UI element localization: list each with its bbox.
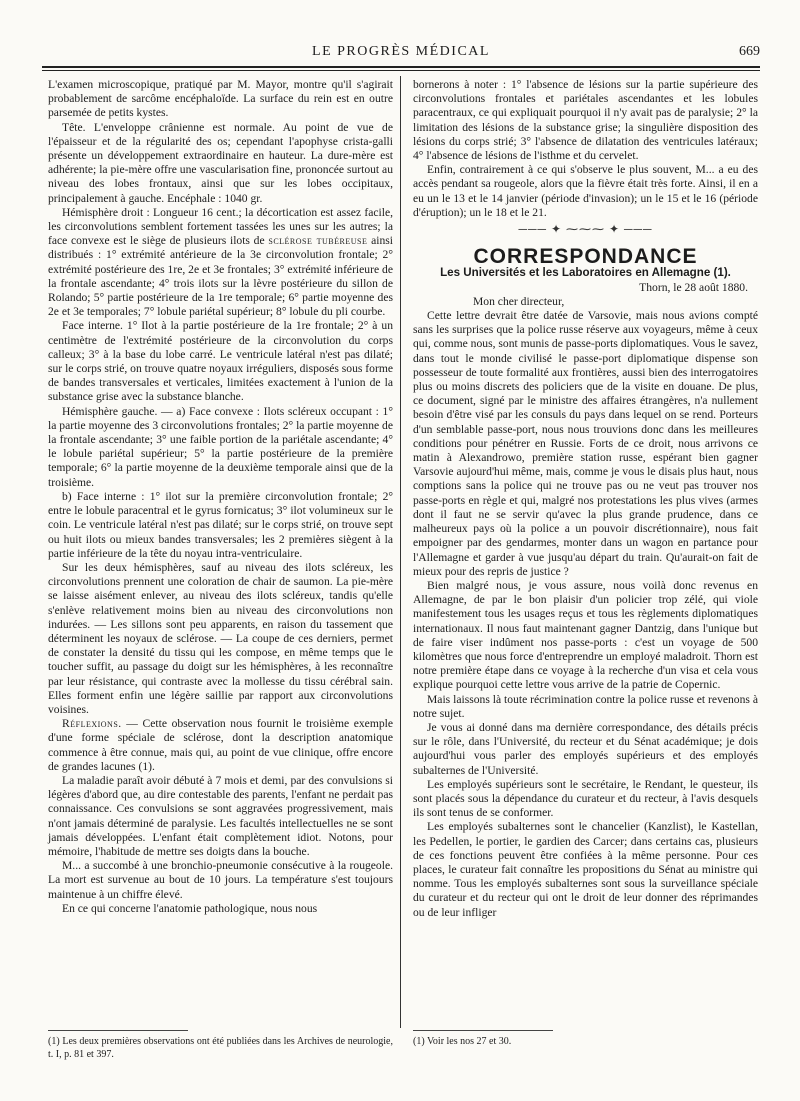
paragraph: bornerons à noter : 1° l'absence de lésions sur la partie supérieure des circonvolutions frontales et pariétales ascendantes et les lobules paracentraux, ce qui expliquait pourquoi il n'y avait pas de paralysie; 2° la limitation des lésions de la substance grise; la singulière disposition des lésions du corps strié; 3° l'absence de dilatation des ventricules latéraux; 4° l'absence de lésions de l'isthme et du cervelet. <box>413 78 758 163</box>
footnote: (1) Les deux premières observations ont été publiées dans les Archives de neurologie, t. I, p. 81 et 397. <box>48 1036 393 1060</box>
paragraph: b) Face interne : 1° ilot sur la première circonvolution frontale; 2° entre le lobule paracentral et le gyrus fornicatus; 3° ilot volumineux sur le coin. Le ventricule latéral n'est pas dilaté; sur le corps strié, on trouve sept ou huit ilots ou mieux bandes transversales; les 2 premières siègent à la partie inférieure de la tête du noyau intra-ventriculaire. <box>48 489 393 560</box>
paragraph: Enfin, contrairement à ce qui s'observe le plus souvent, M... a eu des accès pendant sa rougeole, alors que la fièvre était très forte. Ainsi, il en a eu un le 13 et le 14 janvier (période d'invasion); un le 15 et le 16 (période d'éruption); un le 18 et le 21. <box>413 163 758 219</box>
paragraph: Tête. L'enveloppe crânienne est normale. Au point de vue de l'épaisseur et de la régularité des os; cependant l'apophyse crista-galli présente un développement extraordinaire en hauteur. La dure-mère est adhérente; la pie-mère offre une vascularisation fine, prononcée surtout au niveau des lobes frontaux, ainsi que sur les lobes occipitaux, principalement à gauche. Encéphale : 1040 gr. <box>48 120 393 205</box>
footnote-rule <box>413 1030 553 1031</box>
page-number: 669 <box>739 44 760 59</box>
footnote: (1) Voir les nos 27 et 30. <box>413 1036 512 1047</box>
left-column <box>48 78 393 916</box>
paragraph: En ce qui concerne l'anatomie pathologique, nous nous <box>62 901 318 915</box>
column-separator <box>400 76 401 1028</box>
small-caps-term: sclérose tubéreuse <box>268 234 368 248</box>
text-run: — Cette observation nous fournit le troisième exemple d'une forme spéciale de sclérose, dont la description anatomique commence à être connue, mais qui, au point de vue clinique, offre encore de grandes lacunes (1). <box>48 717 393 773</box>
ornament-divider: ─── ✦ ⁓⁓⁓ ✦ ─── <box>518 222 653 237</box>
text-run: Hémisphère droit : Longueur 16 cent.; la décortication est assez facile, les circonvolutions semblent fortement tassées les unes sur les autres; la face convexe est le siège de plusieurs ilots de <box>48 205 393 248</box>
journal-title: LE PROGRÈS MÉDICAL <box>312 44 490 59</box>
paragraph: Sur les deux hémisphères, sauf au niveau des ilots scléreux, les circonvolutions prennent une coloration de chair de saumon. La pie-mère se laisse aisément enlever, au niveau des ilots scléreux, tandis qu'elle s'enlève relativement moins bien au niveau des circonvolutions non indurées. — Les sillons sont peu apparents, en raison du tassement que déterminent les noyaux de sclérose. — La coupe de ces derniers, permet de constater la densité du tissu qui les compose, en même temps que le toucher suffit, au passage du doigt sur les hémisphères, à les reconnaître par leur résistance, qui contraste avec la mollesse du tissu cérébral sain. Elles forment enfin une légère saillie par rapport aux circonvolutions voisines. <box>48 560 393 716</box>
paragraph: Bien malgré nous, je vous assure, nous voilà donc revenus en Allemagne, de par le bon plaisir d'un policier trop zélé, qui viole manifestement tous les usages reçus et tous les règlements diplomatiques internationaux. Il nous faut maintenant gagner Dantzig, dans l'unique but de faire viser indûment nos passe-ports : c'est un voyage de 500 kilomètres que nous force d'entreprendre un employé maladroit. Thorn est notre première étape dans ce voyage à la recherche d'un visa et cela vous explique pourquoi cette lettre vous arrive de la patrie de Copernic. <box>413 578 758 692</box>
paragraph: L'examen microscopique, pratiqué par M. Mayor, montre qu'il s'agirait probablement de sarcôme encéphaloïde. La surface du rein est en outre parsemée de petits kystes. <box>48 78 393 120</box>
page-header <box>42 44 760 64</box>
article-subheading: Les Universités et les Laboratoires en Allemagne (1). <box>440 266 731 280</box>
paragraph: M... a succombé à une bronchio-pneumonie consécutive à la rougeole. La mort est survenue au bout de 10 jours. La température s'est toujours maintenue à un chiffre élevé. <box>48 859 393 901</box>
small-caps-term: Réflexions. <box>62 717 122 731</box>
paragraph: Je vous ai donné dans ma dernière correspondance, des détails précis sur le rôle, dans l'Université, du recteur et du Sénat académique; je dois aujourd'hui vous parler des employés supérieurs et des employés subalternes de l'Université. <box>413 720 758 777</box>
right-column <box>413 78 758 920</box>
paragraph: Cette lettre devrait être datée de Varsovie, mais nous avions compté sans les surprises que la police russe réserve aux voyageurs, même à ceux qui, comme nous, sont munis de passe-ports diplomatiques. Vous le savez, dans tout le monde civilisé le passe-port diplomatique dispense son possesseur de toute formalité aux frontières, aussi bien des interrogatoires plus ou moins discrets des policiers que de la visite en douane. De plus, ce document, signé par le ministre des affaires étrangères, n'a nullement besoin d'être visé par les consuls du pays dans lequel on se rend. Porteurs d'un semblable passe-port, nous nous trouvions donc dans les meilleures conditions pour pénétrer en Russie. Forts de ce droit, nous arrivons ce matin à Alexandrowo, première station russe, espérant bien gagner Varsovie aujourd'hui même, mais, comme je vous le disais plus haut, nous comptions sans la police qui ne trouve pas ou ne veut pas trouver nos passe-ports en règle et qui, malgré nos protestations les plus vives (armes dont il faut ne se servir qu'avec la plus grande prudence, dans ce malheureux pays où la police a un pouvoir discrétionnaire), nous fait empoigner par des gendarmes, monter dans un wagon en partance pour l'Allemagne et garder à vue jusqu'au départ du train. Qu'aurait-on fait de mieux pour des repris de justice ? <box>413 309 758 578</box>
salutation: Mon cher directeur, <box>473 294 565 308</box>
header-rule <box>42 66 760 68</box>
footnote-rule <box>48 1030 188 1031</box>
paragraph <box>48 206 393 320</box>
paragraph: Face interne. 1° Ilot à la partie postérieure de la 1re frontale; 2° à un centimètre de l'extrémité postérieure de la circonvolution du corps calleux; 3° à la base du lobe carré. Le ventricule latéral n'est pas dilaté; sur le corps strié, on trouve quatre noyaux irréguliers, disposés sous forme de bandes transversales et verticales, limitées exactement à l'union de la substance grise avec la substance blanche. <box>48 319 393 404</box>
section-title: CORRESPONDANCE <box>473 245 698 269</box>
paragraph <box>48 717 393 774</box>
header-rule-thin <box>42 70 760 71</box>
dateline: Thorn, le 28 août 1880. <box>639 280 748 294</box>
paragraph: La maladie paraît avoir débuté à 7 mois et demi, par des convulsions si légères d'abord que, au dire contestable des parents, l'enfant ne perdait pas connaissance. Ces convulsions se sont aggravées progressivement, mais n'ont jamais déterminé de paralysie. Les facultés intellectuelles ne se sont jamais développées. L'enfant était complètement idiot. Notons, pour mémoire, l'habitude de mettre ses doigts dans la bouche. <box>48 773 393 858</box>
text-run: ainsi distribués : 1° extrémité antérieure de la 3e circonvolution frontale; 2° extrémité postérieure des 1re, 2e et 3e frontales; 3° extrémité inférieure de la frontale ascendante; 4° trois ilots sur la lèvre postérieure du sillon de Rolando; 5° partie postérieure de la 1re temporale; 6° partie moyenne des 2e et 3e temporales; 7° lobule pariétal supérieur; 8° lobule du pli courbe. <box>48 234 393 319</box>
paragraph: Mais laissons là toute récrimination contre la police russe et revenons à notre sujet. <box>413 692 758 720</box>
paragraph: Les employés supérieurs sont le secrétaire, le Rendant, le questeur, ils sont placés sous la dépendance du curateur et du recteur, à l'avis desquels ils sont tenus de se conformer. <box>413 777 758 820</box>
paragraph: Les employés subalternes sont le chancelier (Kanzlist), le Kastellan, les Pedellen, le portier, le gardien des Carcer; dans certains cas, plusieurs de ces fonctions peuvent être confiées à la même personne. Pour ces places, le curateur fait connaître les propositions du Sénat au ministre qui nomme. Tous les employés subalternes sont sous la surveillance spéciale du curateur et du recteur qui ont le droit de leur donner des réprimandes ou de leur infliger <box>413 820 758 919</box>
paragraph: Hémisphère gauche. — a) Face convexe : Ilots scléreux occupant : 1° la partie moyenne des 3 circonvolutions frontales; 2° la partie moyenne de la frontale ascendante; 3° une faible portion de la pariétale ascendante; 4° le lobule pariétal supérieur; 5° la partie postérieure de la première temporale; 6° la partie moyenne de la deuxième temporale ainsi que de la troisième. <box>48 404 393 489</box>
